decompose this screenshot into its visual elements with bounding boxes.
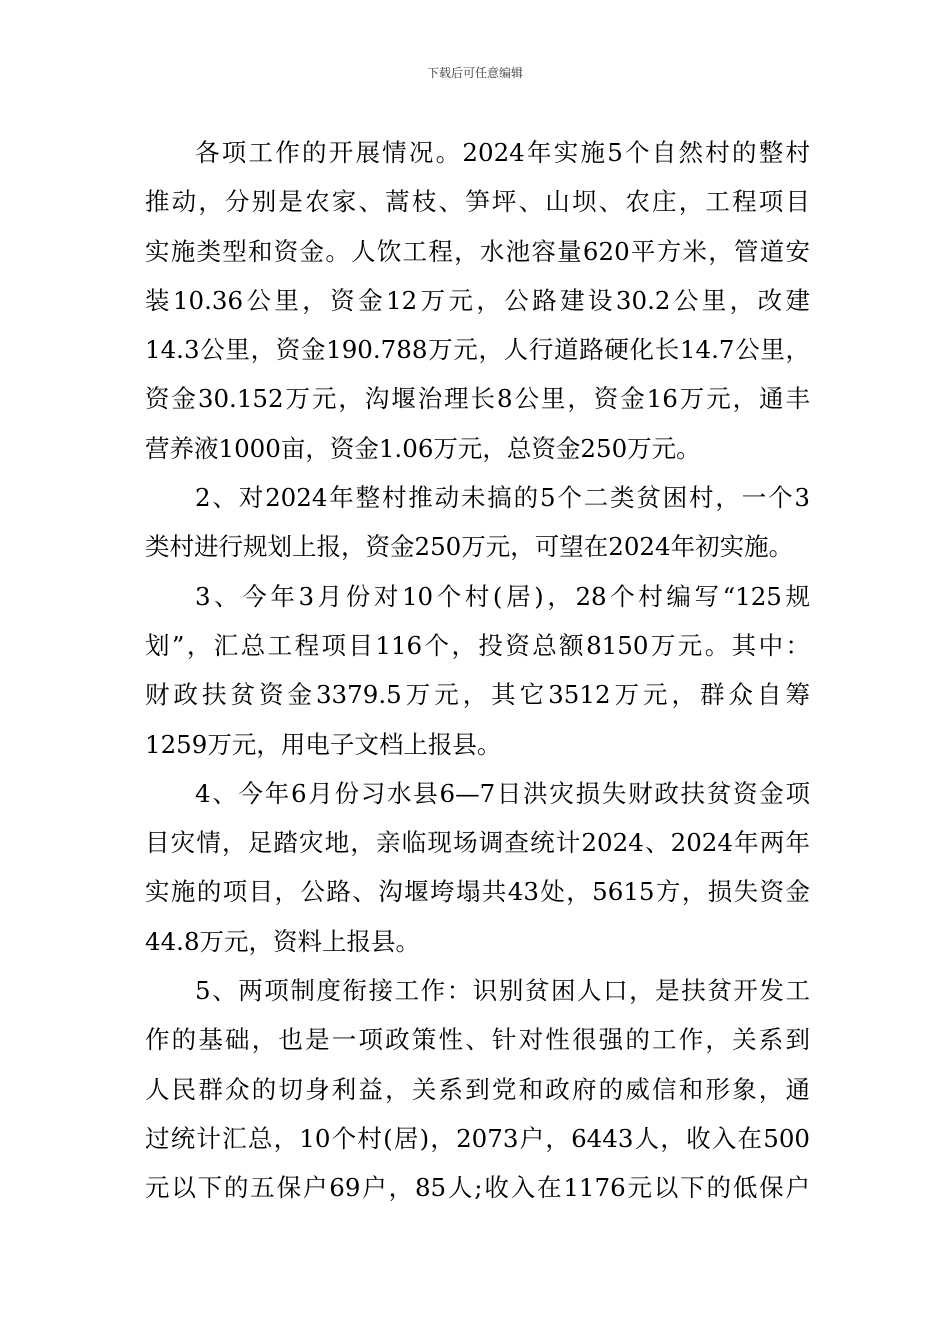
text-line: 5、两项制度衔接工作：识别贫困人口，是扶贫开发工 — [195, 976, 810, 1006]
text-line: 2、对2024年整村推动未搞的5个二类贫困村，一个3 — [195, 483, 810, 513]
text-line: 3、今年3月份对10个村(居)，28个村编写“125规 — [195, 581, 810, 611]
text-line: 财政扶贫资金3379.5万元，其它3512万元，群众自筹 — [145, 680, 810, 710]
text-line: 目灾情，足踏灾地，亲临现场调查统计2024、2024年两年 — [145, 828, 810, 858]
text-line: 实施类型和资金。人饮工程，水池容量620平方米，管道安 — [145, 236, 810, 266]
text-line: 14.3公里，资金190.788万元，人行道路硬化长14.7公里， — [145, 335, 810, 365]
text-line: 资金30.152万元，沟堰治理长8公里，资金16万元，通丰 — [145, 384, 810, 414]
text-line: 1259万元，用电子文档上报县。 — [145, 729, 502, 759]
text-line: 人民群众的切身利益，关系到党和政府的威信和形象，通 — [145, 1074, 810, 1104]
text-line: 装10.36公里，资金12万元，公路建设30.2公里，改建 — [145, 285, 810, 315]
text-line: 4、今年6月份习水县6—7日洪灾损失财政扶贫资金项 — [195, 778, 810, 808]
text-line: 实施的项目，公路、沟堰垮塌共43处，5615方，损失资金 — [145, 877, 810, 907]
page-header: 下载后可任意编辑 — [426, 66, 523, 80]
text-line: 44.8万元，资料上报县。 — [145, 926, 421, 956]
text-line: 各项工作的开展情况。2024年实施5个自然村的整村 — [195, 138, 810, 167]
text-line: 过统计汇总，10个村(居)，2073户，6443人，收入在500 — [145, 1123, 810, 1153]
text-line: 元以下的五保户69户，85人;收入在1176元以下的低保户 — [145, 1173, 810, 1203]
text-line: 类村进行规划上报，资金250万元，可望在2024年初实施。 — [145, 532, 794, 562]
document-body — [145, 128, 810, 1213]
text-line: 作的基础，也是一项政策性、针对性很强的工作，关系到 — [145, 1025, 810, 1055]
text-line: 划”，汇总工程项目116个，投资总额8150万元。其中： — [145, 630, 810, 660]
text-line: 营养液1000亩，资金1.06万元，总资金250万元。 — [145, 433, 701, 463]
text-line: 推动，分别是农家、蒿枝、笋坪、山坝、农庄，工程项目 — [145, 187, 810, 217]
